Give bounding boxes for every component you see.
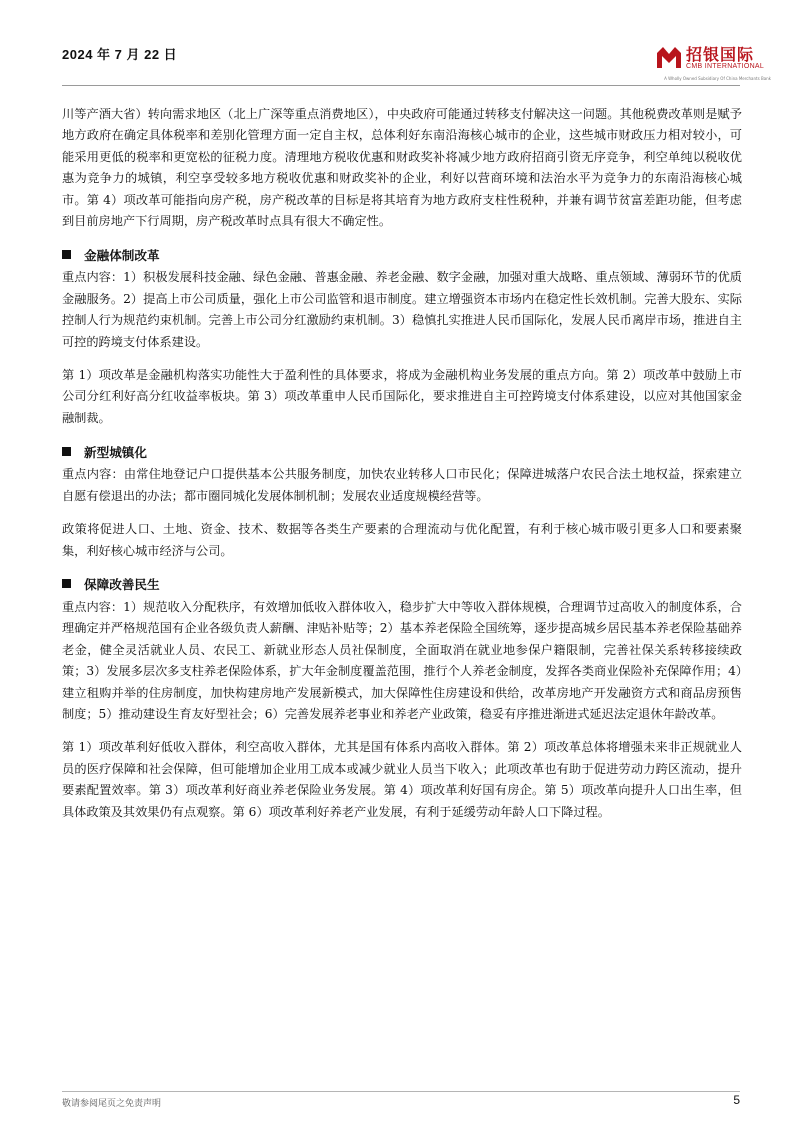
key-points-paragraph: 重点内容：由常住地登记户口提供基本公共服务制度，加快农业转移人口市民化；保障进城落户农民合法土地权益，探索建立自愿有偿退出的办法；都市圈同城化发展体制机制；发展农业适度规模经营等。 bbox=[62, 467, 742, 503]
analysis-paragraph: 第 1）项改革利好低收入群体，利空高收入群体，尤其是国有体系内高收入群体。第 2）项改革总体将增强未来非正规就业人员的医疗保障和社会保障，但可能增加企业用工成本或减少就业人员当下收入；此项改革也有助于促进劳动力跨区流动，提升要素配置效率。第 3）项改革利好商业养老保险业务发展。第 4）项改革利好国有房企。第 5）项改革向提升人口出生率，但具体政策及其效果仍有点观察。第 6）项改革利好养老产业发展，有利于延缓劳动年龄人口下降过程。 bbox=[62, 740, 742, 819]
cmbi-logo-icon bbox=[655, 44, 683, 70]
square-bullet-icon bbox=[62, 250, 71, 259]
section-title: 金融体制改革 bbox=[84, 247, 160, 263]
section-urbanization bbox=[62, 441, 742, 562]
analysis-paragraph: 政策将促进人口、土地、资金、技术、数据等各类生产要素的合理流动与优化配置，有利于核心城市吸引更多人口和要素聚集，利好核心城市经济与公司。 bbox=[62, 522, 742, 558]
header-date: 2024 年 7 月 22 日 bbox=[62, 47, 178, 62]
intro-paragraph: 川等产酒大省）转向需求地区（北上广深等重点消费地区），中央政府可能通过转移支付解决这一问题。其他税费改革则是赋予地方政府在确定具体税率和差别化管理方面一定自主权，总体利好东南沿海核心城市的企业，这些城市财政压力相对较小，可能采用更低的税率和更宽松的征税力度。清理地方税收优惠和财政奖补将减少地方政府招商引资无序竞争，利空单纯以税收优惠为竞争力的城镇，利空享受较多地方税收优惠和财政奖补的企业，利好以营商环境和法治水平为竞争力的东南沿海核心城市。第 4）项改革可能指向房产税，房产税改革的目标是将其培育为地方政府支柱性税种，并兼有调节贫富差距功能，但考虑到目前房地产下行周期，房产税改革时点具有很大不确定性。 bbox=[62, 107, 742, 229]
footer-disclaimer: 敬请参阅尾页之免责声明 bbox=[62, 1099, 162, 1109]
footer-divider bbox=[62, 1091, 740, 1092]
logo-name-cn: 招银国际 bbox=[686, 45, 755, 64]
section-livelihood bbox=[62, 574, 742, 823]
report-body bbox=[62, 104, 742, 835]
logo-name-en: CMB INTERNATIONAL bbox=[686, 63, 765, 70]
header-divider bbox=[62, 85, 740, 86]
analysis-paragraph: 第 1）项改革是金融机构落实功能性大于盈利性的具体要求，将成为金融机构业务发展的重点方向。第 2）项改革中鼓励上市公司分红利好高分红收益率板块。第 3）项改革重申人民币国际化，要求推进自主可控跨境支付体系建设，以应对其他国家金融制裁。 bbox=[62, 368, 742, 425]
section-title: 保障改善民生 bbox=[84, 577, 160, 593]
section-title: 新型城镇化 bbox=[84, 444, 147, 460]
key-points-paragraph: 重点内容：1）规范收入分配秩序，有效增加低收入群体收入，稳步扩大中等收入群体规模，合理调节过高收入的制度体系，合理确定并严格规范国有企业各级负责人薪酬、津贴补贴等；2）基本养老保险全国统筹，逐步提高城乡居民基本养老保险基础养老金，健全灵活就业人员、农民工、新就业形态人员社保制度，全面取消在就业地参保户籍限制，完善社保关系转移接续政策；3）发展多层次多支柱养老保险体系，扩大年金制度覆盖范围，推行个人养老金制度，发挥各类商业保险补充保障作用；4）建立租购并举的住房制度，加快构建房地产发展新模式，加大保障性住房建设和供给，改革房地产开发融资方式和商品房预售制度；5）推动建设生育友好型社会；6）完善发展养老事业和养老产业政策，稳妥有序推进渐进式延迟法定退休年龄改革。 bbox=[62, 599, 742, 721]
square-bullet-icon bbox=[62, 447, 71, 456]
key-points-paragraph: 重点内容：1）积极发展科技金融、绿色金融、普惠金融、养老金融、数字金融，加强对重大战略、重点领域、薄弱环节的优质金融服务。2）提高上市公司质量，强化上市公司监管和退市制度。建立增强资本市场内在稳定性长效机制。完善大股东、实际控制人行为规范约束机制。完善上市公司分红激励约束机制。3）稳慎扎实推进人民币国际化，发展人民币离岸市场，推进自主可控的跨境支付体系建设。 bbox=[62, 270, 742, 349]
logo-subtitle: A Wholly Owned Subsidiary Of China Merchants Bank bbox=[664, 76, 771, 81]
page-number: 5 bbox=[733, 1093, 740, 1107]
square-bullet-icon bbox=[62, 579, 71, 588]
section-heading bbox=[62, 441, 742, 461]
section-financial-reform bbox=[62, 244, 742, 429]
section-heading bbox=[62, 244, 742, 264]
section-heading bbox=[62, 574, 742, 594]
cmbi-logo bbox=[655, 36, 775, 96]
